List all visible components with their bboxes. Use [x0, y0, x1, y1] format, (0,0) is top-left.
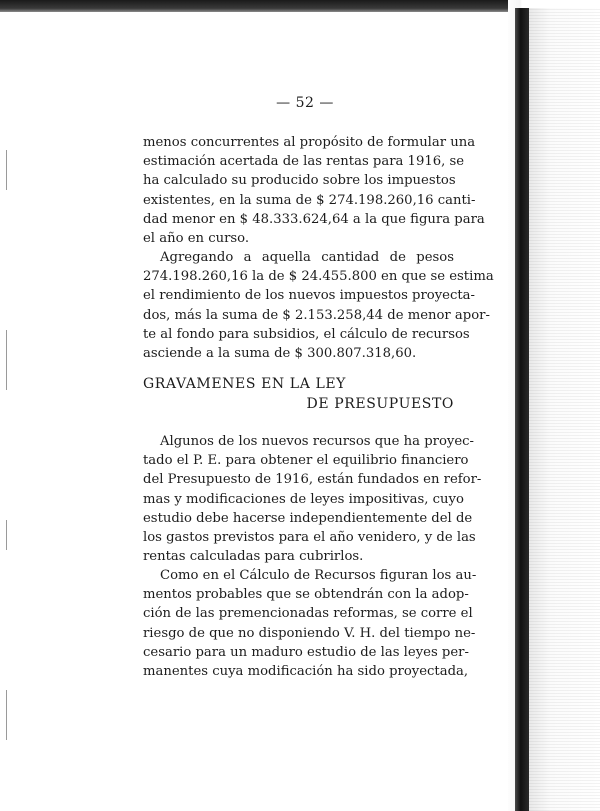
text-line: mentos probables que se obtendrán con la adop- [143, 587, 469, 603]
text-line: rentas calculadas para cubrirlos. [143, 549, 364, 565]
paragraph-2 [143, 248, 494, 363]
text-line: el año en curso. [143, 231, 250, 247]
text-line: mas y modificaciones de leyes impositivas, cuyo [143, 491, 464, 507]
text-line: estudio debe hacerse independientemente del de [143, 510, 473, 526]
text-line: Agregando a aquella cantidad de pesos [160, 250, 454, 265]
text-line: estimación acertada de las rentas para 1916, se [143, 154, 465, 170]
text-line: menos concurrentes al propósito de formular una [143, 135, 476, 150]
scan-left-speck [6, 150, 7, 190]
section-heading-line-1: GRAVAMENES EN LA LEY [143, 376, 347, 392]
text-line: existentes, en la suma de $ 274.198.260,16 canti- [143, 192, 476, 208]
text-line: dos, más la suma de $ 2.153.258,44 de menor apor- [143, 307, 490, 323]
page-number: — 52 — [276, 95, 334, 111]
text-line: te al fondo para subsidios, el cálculo de recursos [143, 326, 470, 342]
text-line: manentes cuya modificación ha sido proyectada, [143, 664, 469, 680]
section-heading-line-2: DE PRESUPUESTO [306, 396, 454, 412]
paragraph-1 [143, 133, 485, 248]
text-line: asciende a la suma de $ 300.807.318,60. [143, 346, 417, 362]
text-line: Como en el Cálculo de Recursos figuran los au- [160, 568, 477, 583]
text-line: Algunos de los nuevos recursos que ha proyec- [160, 434, 474, 449]
scan-right-texture [529, 8, 600, 811]
text-line: dad menor en $ 48.333.624,64 a la que figura para [143, 211, 485, 227]
text-line: ha calculado su producido sobre los impuestos [143, 173, 456, 189]
paragraph-3 [143, 432, 482, 566]
scan-left-speck [6, 520, 7, 550]
paragraph-4 [143, 566, 477, 681]
text-line: tado el P. E. para obtener el equilibrio financiero [143, 453, 469, 469]
text-line: los gastos previstos para el año venidero, y de las [143, 530, 476, 546]
scan-binding-shadow [515, 8, 529, 811]
scan-left-speck [6, 690, 7, 740]
text-line: ción de las premencionadas reformas, se corre el [143, 606, 473, 622]
text-line: del Presupuesto de 1916, están fundados en refor- [143, 472, 482, 488]
text-line: el rendimiento de los nuevos impuestos proyecta- [143, 288, 475, 304]
scan-left-speck [6, 330, 7, 390]
text-line: riesgo de que no disponiendo V. H. del tiempo ne- [143, 625, 476, 641]
text-line: cesario para un maduro estudio de las leyes per- [143, 644, 469, 660]
text-line: 274.198.260,16 la de $ 24.455.800 en que se estima [143, 269, 494, 285]
